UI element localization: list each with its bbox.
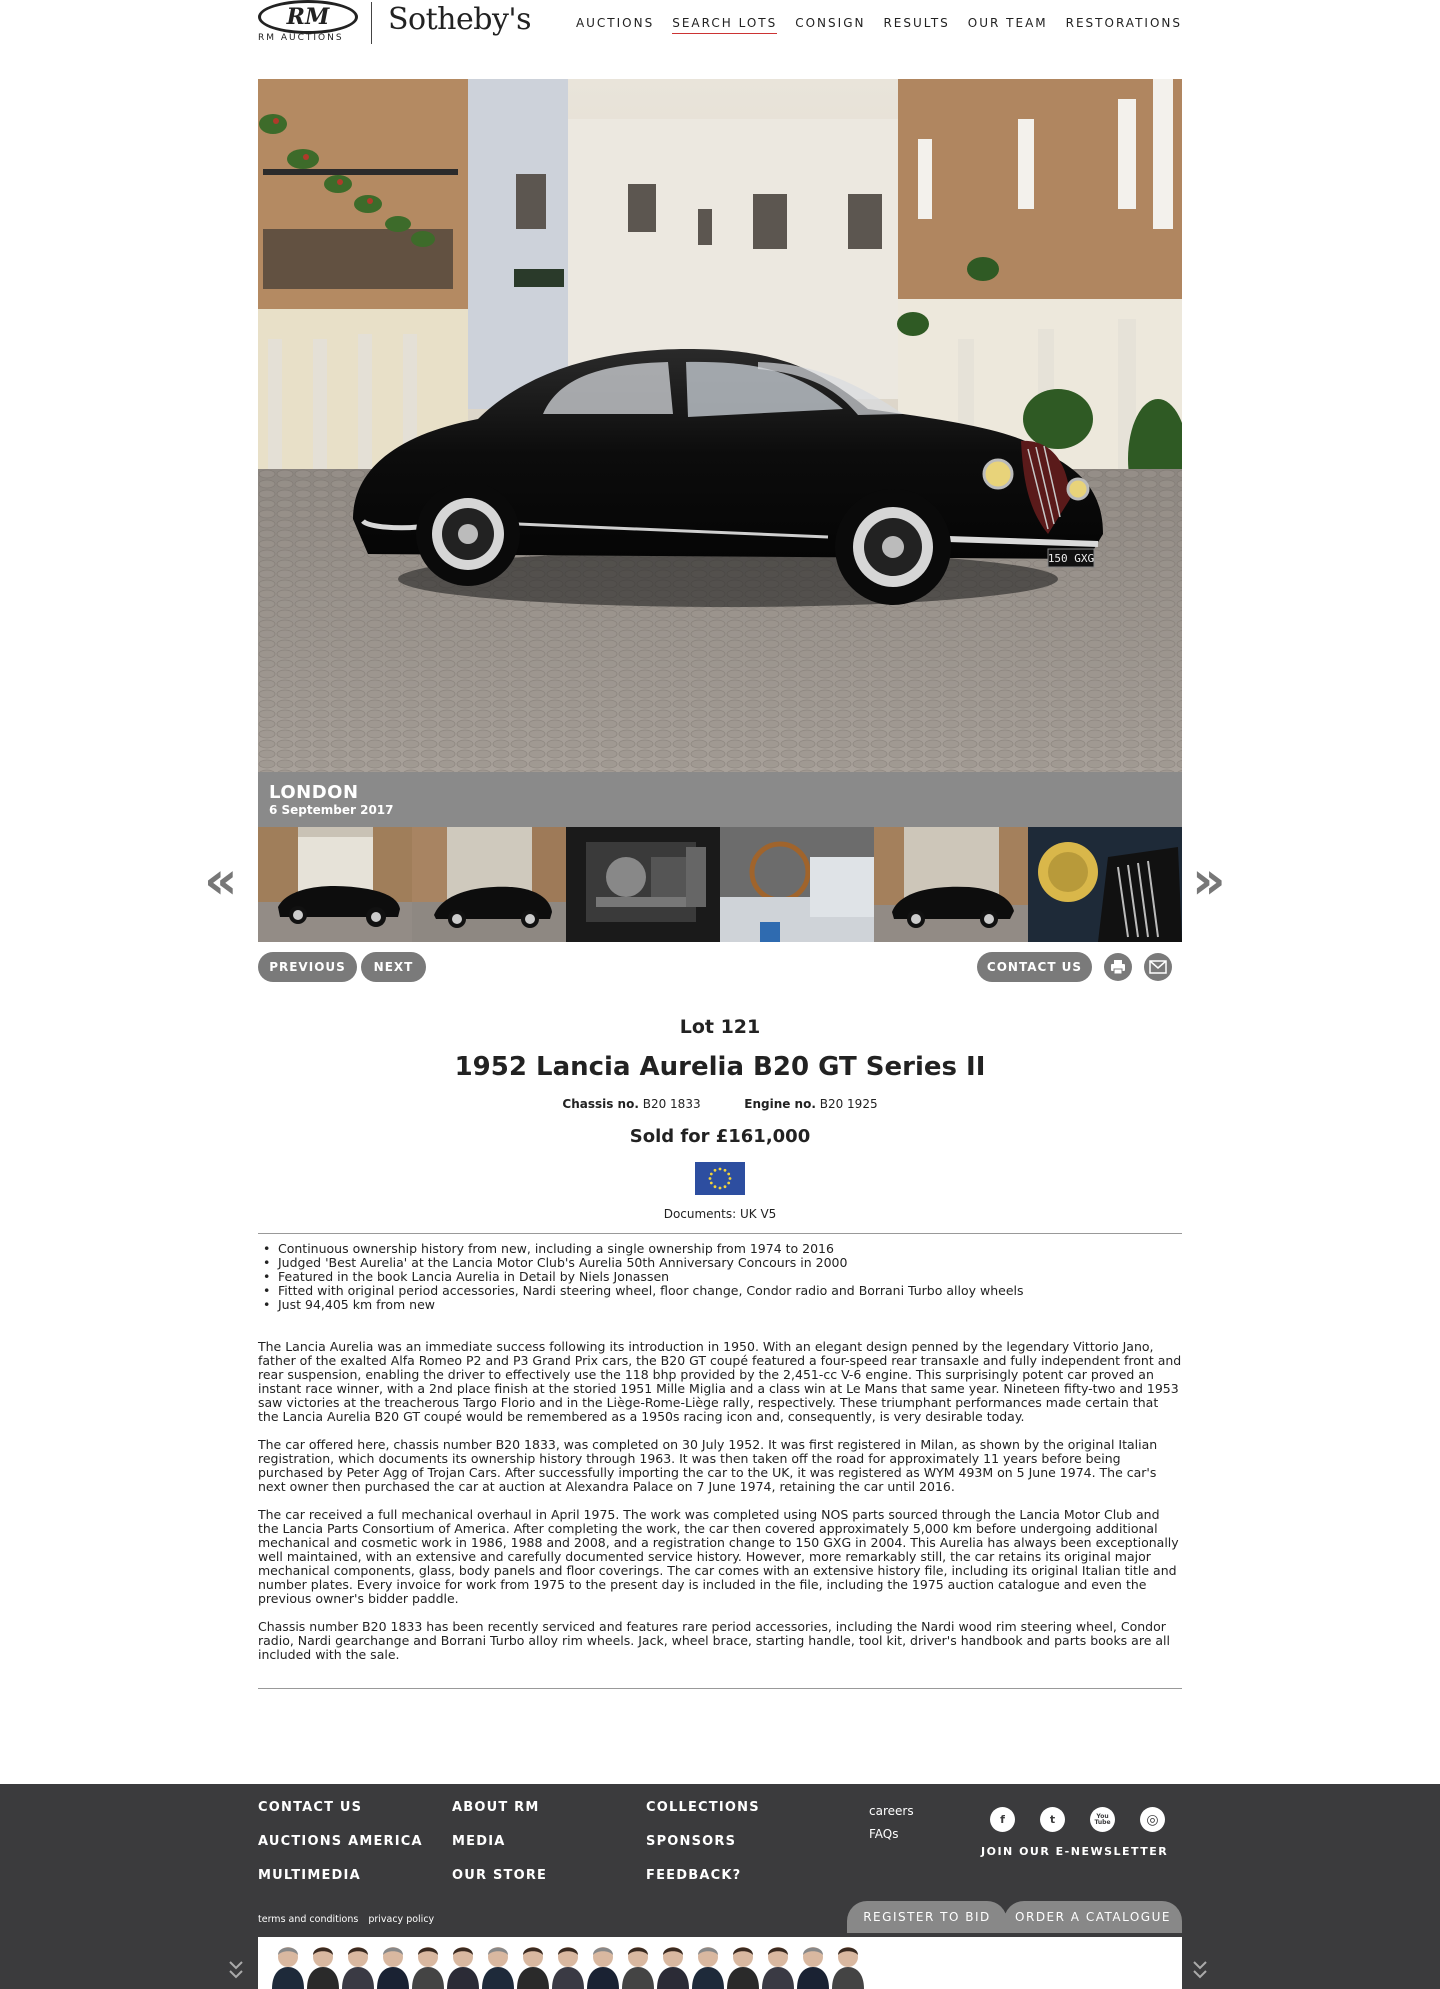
thumbnail-3[interactable]	[566, 827, 720, 942]
thumbnail-6[interactable]	[1028, 827, 1182, 942]
team-portraits	[258, 1937, 1182, 1989]
logo-divider	[371, 2, 372, 44]
footer-column-1	[258, 1800, 423, 1884]
privacy-link[interactable]: privacy policy	[368, 1914, 435, 1925]
lot-title: 1952 Lancia Aurelia B20 GT Series II	[454, 1052, 986, 1082]
team-member-portrait	[412, 1947, 444, 1989]
eu-flag-icon	[695, 1162, 745, 1195]
nav-search-lots[interactable]: SEARCH LOTS	[672, 16, 777, 34]
scroll-down-left-icon[interactable]	[228, 1958, 244, 1982]
main-nav	[576, 16, 1182, 34]
highlight-item: • Just 94,405 km from new	[258, 1298, 1182, 1312]
highlight-item: • Judged 'Best Aurelia' at the Lancia Motor Club's Aurelia 50th Anniversary Concours in 2000	[258, 1256, 1182, 1270]
team-member-portrait	[482, 1947, 514, 1989]
next-lot-button[interactable]: NEXT	[361, 952, 426, 982]
lot-identifiers	[258, 1097, 1182, 1111]
site-header	[258, 0, 1182, 52]
team-member-portrait	[657, 1947, 689, 1989]
description-paragraph: The Lancia Aurelia was an immediate success following its introduction in 1950. With an elegant design penned by the legendary Vittorio Jano, father of the exalted Alfa Romeo P2 and P3 Grand Prix cars, the B20 GT coupé featured a four-speed rear transaxle and fully independent front and rear suspension, enabling the driver to effectively use the 118 bhp provided by the 2,451-cc V-6 engine. This surprisingly potent car proved an instant race winner, with a 2nd place finish at the storied 1951 Mille Miglia and a class win at Le Mans that same year. Nineteen fifty-two and 1953 saw victories at the treacherous Targo Florio and in the Liège-Rome-Liège rally, respectively. These triumphant performances made certain that the Lancia Aurelia B20 GT coupé would be remembered as a 1950s racing icon and, consequently, is very desirable today.	[258, 1339, 1182, 1424]
thumbnail-2[interactable]	[412, 827, 566, 942]
footer-link-our-store[interactable]: OUR STORE	[452, 1868, 548, 1883]
instagram-icon[interactable]: ◎	[1140, 1807, 1165, 1832]
highlight-item: • Continuous ownership history from new, including a single ownership from 1974 to 2016	[258, 1242, 1182, 1256]
hero-caption	[258, 772, 1182, 827]
thumbnail-strip	[258, 827, 1182, 942]
team-member-portrait	[797, 1947, 829, 1989]
footer-link-about-rm[interactable]: ABOUT RM	[452, 1800, 540, 1815]
team-member-portrait	[587, 1947, 619, 1989]
previous-lot-button[interactable]: PREVIOUS	[258, 952, 357, 982]
chassis-label: Chassis no.	[562, 1097, 639, 1111]
highlight-item: • Fitted with original period accessories, Nardi steering wheel, floor change, Condor radio and Borrani Turbo alloy wheels	[258, 1284, 1182, 1298]
auction-date: 6 September 2017	[269, 803, 394, 817]
team-member-portrait	[447, 1947, 479, 1989]
hero-car-image	[258, 79, 1182, 772]
envelope-icon[interactable]	[1144, 953, 1172, 981]
team-photo-strip[interactable]	[258, 1937, 1182, 1989]
team-member-portrait	[272, 1947, 304, 1989]
rm-sothebys-logo[interactable]	[258, 0, 548, 48]
thumbs-prev-arrow-icon[interactable]: «	[204, 851, 238, 911]
footer-link-sponsors[interactable]: SPONSORS	[646, 1834, 737, 1849]
lot-highlights	[258, 1242, 1182, 1312]
chassis-value: B20 1833	[642, 1097, 701, 1111]
auction-location: LONDON	[269, 782, 359, 803]
facebook-icon[interactable]: f	[990, 1807, 1015, 1832]
rm-logo-mark: RM	[258, 0, 358, 34]
hero-photo[interactable]	[258, 79, 1182, 772]
footer-link-faqs[interactable]: FAQs	[869, 1827, 899, 1841]
rm-logo-text: RM AUCTIONS	[258, 33, 344, 43]
description-paragraph: The car received a full mechanical overhaul in April 1975. The work was completed using NOS parts sourced through the Lancia Motor Club and the Lancia Parts Consortium of America. After completing the work, the car then covered approximately 5,000 km before undergoing additional mechanical and cosmetic work in 1986, 1988 and 2008, and a registration change to 150 GXG in 2004. This Aurelia has always been exceptionally well maintained, with an extensive and carefully documented service history. However, more remarkably still, the car retains its original major mechanical components, glass, body panels and floor coverings. The car comes with an extensive history file, including its original Italian title and number plates. Every invoice for work from 1975 to the present day is included in the file, including the 1975 auction catalogue and even the previous owner's bidder paddle.	[258, 1507, 1179, 1606]
nav-consign[interactable]: CONSIGN	[795, 16, 866, 30]
social-links	[990, 1807, 1165, 1832]
team-member-portrait	[622, 1947, 654, 1989]
sothebys-logo-text: Sotheby's	[388, 2, 532, 37]
lot-number: Lot 121	[679, 1016, 761, 1038]
engine-value: B20 1925	[819, 1097, 878, 1111]
footer-link-feedback[interactable]: FEEDBACK?	[646, 1868, 742, 1883]
nav-results[interactable]: RESULTS	[883, 16, 950, 30]
twitter-icon[interactable]: t	[1040, 1807, 1065, 1832]
team-member-portrait	[342, 1947, 374, 1989]
footer-link-multimedia[interactable]: MULTIMEDIA	[258, 1868, 361, 1883]
lot-description	[258, 1340, 1182, 1676]
team-member-portrait	[832, 1947, 864, 1989]
scroll-down-right-icon[interactable]	[1192, 1958, 1208, 1982]
register-to-bid-tab[interactable]: REGISTER TO BID	[847, 1901, 1007, 1933]
footer-column-2	[452, 1800, 547, 1884]
engine-label: Engine no.	[744, 1097, 816, 1111]
highlight-item: • Featured in the book Lancia Aurelia in Detail by Niels Jonassen	[258, 1270, 1182, 1284]
thumbnail-5[interactable]	[874, 827, 1028, 942]
nav-auctions[interactable]: AUCTIONS	[575, 16, 655, 30]
footer-small-links	[869, 1804, 914, 1841]
team-member-portrait	[517, 1947, 549, 1989]
terms-link[interactable]: terms and conditions	[258, 1914, 359, 1925]
thumbnail-4[interactable]	[720, 827, 874, 942]
documents-info: Documents: UK V5	[663, 1207, 777, 1221]
divider-bottom	[258, 1688, 1182, 1689]
team-member-portrait	[377, 1947, 409, 1989]
youtube-icon[interactable]: You Tube	[1090, 1807, 1115, 1832]
team-member-portrait	[762, 1947, 794, 1989]
legal-links	[258, 1914, 434, 1925]
footer-link-media[interactable]: MEDIA	[452, 1834, 506, 1849]
team-member-portrait	[307, 1947, 339, 1989]
thumbnail-1[interactable]	[258, 827, 412, 942]
footer-link-contact-us[interactable]: CONTACT US	[258, 1800, 363, 1815]
team-member-portrait	[552, 1947, 584, 1989]
nav-our-team[interactable]: OUR TEAM	[967, 16, 1048, 30]
team-member-portrait	[692, 1947, 724, 1989]
footer-link-careers[interactable]: careers	[869, 1804, 914, 1818]
newsletter-signup-link[interactable]: JOIN OUR E-NEWSLETTER	[981, 1845, 1169, 1858]
printer-icon[interactable]	[1104, 953, 1132, 981]
footer-link-collections[interactable]: COLLECTIONS	[646, 1800, 760, 1815]
plate-text: 150 GXG	[1047, 552, 1095, 565]
thumbs-next-arrow-icon[interactable]: »	[1192, 851, 1226, 911]
divider-top	[258, 1233, 1182, 1234]
team-member-portrait	[727, 1947, 759, 1989]
nav-restorations[interactable]: RESTORATIONS	[1065, 16, 1182, 30]
footer-link-auctions-america[interactable]: AUCTIONS AMERICA	[258, 1834, 423, 1849]
description-paragraph: Chassis number B20 1833 has been recently serviced and features rare period accessories, including the Nardi wood rim steering wheel, Condor radio, Nardi gearchange and Borrani Turbo alloy rim wheels. Jack, wheel brace, starting handle, tool kit, driver's handbook and parts books are all included with the sale.	[258, 1619, 1170, 1662]
footer-column-3	[646, 1800, 760, 1884]
contact-us-button[interactable]: CONTACT US	[977, 952, 1092, 982]
description-paragraph: The car offered here, chassis number B20 1833, was completed on 30 July 1952. It was first registered in Milan, as shown by the original Italian registration, which documents its ownership history through 1963. It was then taken off the road for approximately 11 years before being purchased by Peter Agg of Trojan Cars. After successfully importing the car to the UK, it was registered as WYM 493M on 5 June 1974. The car's next owner then purchased the car at auction at Alexandra Palace on 7 June 1974, retaining the car until 2016.	[258, 1437, 1158, 1494]
order-catalogue-tab[interactable]: ORDER A CATALOGUE	[1004, 1901, 1182, 1933]
sold-price: Sold for £161,000	[629, 1126, 811, 1147]
